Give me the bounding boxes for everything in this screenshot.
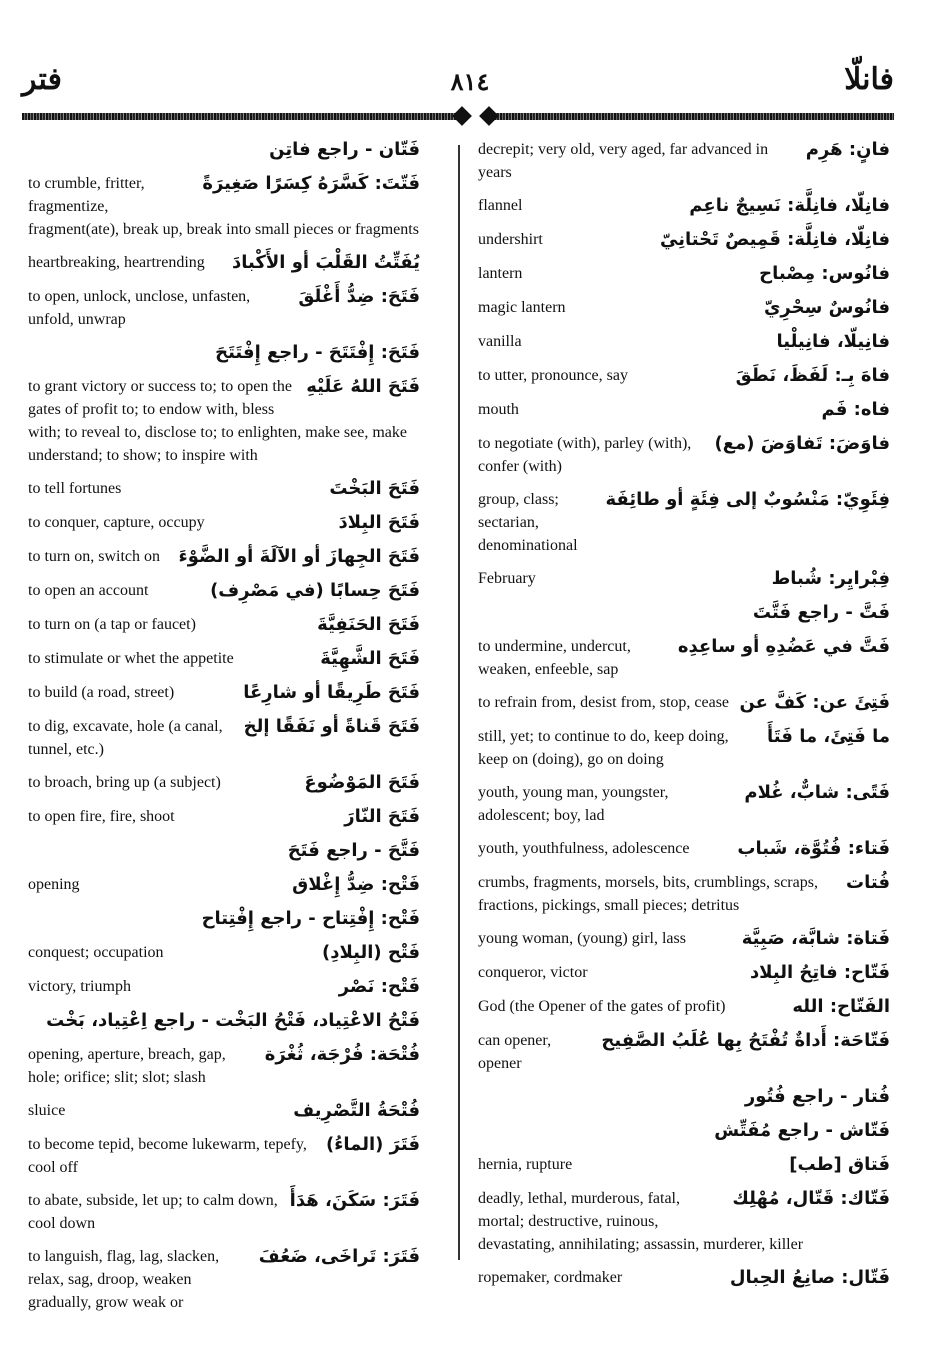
entry-arabic: فَتَحَ طَرِيقًا أو شارِعًا — [243, 682, 420, 703]
entry-arabic: فَتْح: إِفْتِتاح - راجع إِفْتِتاح — [201, 908, 420, 929]
dictionary-entry — [28, 907, 420, 931]
entry-arabic: فَتَحَ النّارَ — [344, 806, 420, 827]
entry-english: to refrain from, desist from, stop, cease — [478, 694, 730, 711]
entry-arabic: فَتِئَ عن: كَفَّ عن — [739, 692, 890, 713]
entry-english: crumbs, fragments, morsels, bits, crumblings, scraps, fractions, pickings, small pieces; detritus — [478, 874, 818, 914]
entry-english: to undermine, undercut, weaken, enfeeble, sap — [478, 638, 631, 678]
dictionary-entry — [28, 715, 420, 761]
entry-arabic: فَتَحَ المَوْضُوعَ — [304, 772, 420, 793]
header-rule-right — [488, 113, 894, 120]
entry-english: to broach, bring up (a subject) — [28, 774, 221, 791]
entry-arabic: فَتّاحَة: أَداةٌ تُفْتَحُ بِها عُلَبُ الصَّفِيح — [601, 1030, 890, 1051]
entry-english: to dig, excavate, hole (a canal, tunnel, etc.) — [28, 718, 223, 758]
dictionary-entry — [28, 975, 420, 999]
entry-arabic: فَتَحَ الحَنَفِيَّةَ — [317, 614, 420, 635]
entry-english: to open, unlock, unclose, unfasten, unfold, unwrap — [28, 288, 251, 328]
entry-arabic: فَتَحَ قَناةً أو نَفَقًا إلخ — [243, 716, 420, 737]
entry-english: youth, young man, youngster, adolescent; boy, lad — [478, 784, 669, 824]
dictionary-entry — [478, 781, 890, 827]
entry-arabic: فَتّاح: فاتِحُ البِلاد — [749, 962, 890, 983]
dictionary-entry — [478, 138, 890, 184]
entry-english: to become tepid, become lukewarm, tepefy, cool off — [28, 1136, 307, 1176]
dictionary-entry — [28, 1099, 420, 1123]
dictionary-entry — [478, 364, 890, 388]
entry-arabic: فَتَّ - راجع فَتَّتَ — [752, 602, 890, 623]
dictionary-entry — [478, 725, 890, 771]
dictionary-entry — [28, 341, 420, 365]
dictionary-entry — [28, 681, 420, 705]
entry-english: group, class; sectarian, denominational — [478, 491, 578, 554]
dictionary-entry — [28, 1009, 420, 1033]
dictionary-entry — [28, 545, 420, 569]
entry-english: vanilla — [478, 333, 522, 350]
dictionary-entry — [478, 961, 890, 985]
right-column — [478, 138, 890, 1300]
dictionary-entry — [478, 398, 890, 422]
dictionary-entry — [28, 647, 420, 671]
entry-english: ropemaker, cordmaker — [478, 1269, 623, 1286]
dictionary-entry — [28, 771, 420, 795]
entry-english: to abate, subside, let up; to calm down, cool down — [28, 1192, 278, 1232]
entry-arabic: فاوَضَ: تَفاوَضَ (مع) — [714, 433, 890, 454]
left-column — [28, 138, 420, 1324]
dictionary-entry — [478, 228, 890, 252]
entry-arabic: فَتَحَ الجِهازَ أو الآلَةَ أو الضَّوْءَ — [178, 546, 420, 567]
entry-english: to languish, flag, lag, slacken, relax, sag, droop, weaken gradually, grow weak or — [28, 1248, 220, 1311]
dictionary-entry — [28, 285, 420, 331]
entry-arabic: فَتّاش - راجع مُفَتِّش — [714, 1120, 890, 1141]
entry-arabic: فَتَّحَ - راجع فَتَحَ — [287, 840, 420, 861]
entry-english: to negotiate (with), parley (with), confer (with) — [478, 435, 692, 475]
entry-english: opening — [28, 876, 80, 893]
entry-english: conqueror, victor — [478, 964, 588, 981]
dictionary-entry — [478, 1029, 890, 1075]
entry-arabic: فُتات — [846, 872, 890, 893]
entry-english: hernia, rupture — [478, 1156, 573, 1173]
dictionary-entry — [28, 1043, 420, 1089]
entry-arabic: فَتّال: صانِعُ الحِبال — [729, 1267, 890, 1288]
entry-english: still, yet; to continue to do, keep doing, keep on (doing), go on doing — [478, 728, 729, 768]
entry-english: heartbreaking, heartrending — [28, 254, 205, 271]
dictionary-entry — [478, 262, 890, 286]
entry-arabic: فِئَوِيّ: مَنْسُوبٌ إلى فِئَةٍ أو طائِفَة — [605, 489, 890, 510]
dictionary-entry — [478, 601, 890, 625]
entry-arabic: فاه: فَم — [821, 399, 890, 420]
dictionary-entry — [478, 995, 890, 1019]
dictionary-entry — [478, 296, 890, 320]
entry-arabic: فَتْحُ الاعْتِياد، فَتْحُ البَخْت - راجع اِعْتِياد، بَخْت — [46, 1010, 420, 1031]
entry-arabic: فَتَحَ الشَّهِيَّةَ — [320, 648, 420, 669]
dictionary-entry — [478, 432, 890, 478]
entry-english: to conquer, capture, occupy — [28, 514, 205, 531]
entry-arabic: فَتَحَ البَخْتَ — [329, 478, 420, 499]
dictionary-entry — [478, 1266, 890, 1290]
entry-english: to utter, pronounce, say — [478, 367, 628, 384]
dictionary-entry — [28, 1133, 420, 1179]
dictionary-entry — [28, 1189, 420, 1235]
dictionary-entry — [28, 941, 420, 965]
entry-arabic: فَتَحَ: إِفْتَتَحَ - راجع إِفْتَتَحَ — [215, 342, 420, 363]
entry-english: to stimulate or whet the appetite — [28, 650, 234, 667]
entry-arabic: فَتاق [طب] — [789, 1154, 890, 1175]
entry-arabic: فَتَحَ اللهُ عَلَيْهِ — [306, 376, 420, 397]
entry-arabic: فانِيلّا، فانِيلْيا — [776, 331, 890, 352]
entry-arabic: فَتَّ في عَضُدِهِ أو ساعِدِه — [677, 636, 890, 657]
dictionary-entry — [478, 691, 890, 715]
entry-arabic: فَتْح: نَصْر — [338, 976, 420, 997]
entry-arabic: فانُوسٌ سِحْرِيّ — [763, 297, 890, 318]
entry-english: youth, youthfulness, adolescence — [478, 840, 690, 857]
dictionary-entry — [28, 375, 420, 467]
dictionary-entry — [478, 194, 890, 218]
entry-arabic: فَتَحَ: ضِدُّ أَغْلَقَ — [298, 286, 420, 307]
entry-english: young woman, (young) girl, lass — [478, 930, 686, 947]
dictionary-entry — [28, 1245, 420, 1314]
dictionary-entry — [28, 839, 420, 863]
entry-arabic: فانِلّا، فانِلَّة: قَمِيصٌ تَحْتانِيّ — [660, 229, 890, 250]
entry-english: magic lantern — [478, 299, 566, 316]
entry-arabic: فَتاء: فُتُوَّة، شَباب — [737, 838, 890, 859]
entry-arabic: فُتار - راجع فُتُور — [744, 1086, 890, 1107]
entry-arabic: فَتْح (البِلادِ) — [321, 942, 420, 963]
dictionary-entry — [478, 1187, 890, 1256]
entry-arabic: فانُوس: مِصْباح — [759, 263, 890, 284]
entry-english: opening, aperture, breach, gap, hole; orifice; slit; slot; slash — [28, 1046, 226, 1086]
entry-english: victory, triumph — [28, 978, 131, 995]
dictionary-entry — [28, 511, 420, 535]
entry-arabic: فِبْرايِر: شُباط — [771, 568, 890, 589]
entry-english: God (the Opener of the gates of profit) — [478, 998, 726, 1015]
entry-arabic: يُفَتِّتُ القَلْبَ أو الأَكْبادَ — [232, 252, 420, 273]
entry-english: to open fire, fire, shoot — [28, 808, 175, 825]
page-number: ٨١٤ — [450, 70, 490, 96]
entry-arabic: فاهَ بِـ: لَفَظَ، نَطَقَ — [735, 365, 890, 386]
entry-english: flannel — [478, 197, 523, 214]
entry-arabic: فَتْح: ضِدُّ إِغْلاق — [292, 874, 420, 895]
dictionary-entry — [28, 172, 420, 241]
entry-english: decrepit; very old, very aged, far advanced in years — [478, 141, 769, 181]
entry-english: to tell fortunes — [28, 480, 122, 497]
entry-english: sluice — [28, 1102, 66, 1119]
dictionary-entry — [478, 837, 890, 861]
entry-arabic: فُتْحَة: فُرْجَة، ثُغْرَة — [264, 1044, 420, 1065]
entry-english: to grant victory or success to; to open the gates of profit to; to endow with, bless with; to reveal to, disclose to; to enlighten, make see, make understand; to show; to inspire with — [28, 378, 408, 464]
entry-arabic: الفَتّاح: الله — [792, 996, 890, 1017]
entry-english: to turn on (a tap or faucet) — [28, 616, 196, 633]
dictionary-entry — [28, 251, 420, 275]
entry-arabic: فَتَحَ حِسابًا (في مَصْرِف) — [210, 580, 420, 601]
entry-english: conquest; occupation — [28, 944, 164, 961]
dictionary-entry — [28, 873, 420, 897]
dictionary-entry — [478, 567, 890, 591]
entry-arabic: فَتَحَ البِلادَ — [338, 512, 420, 533]
entry-arabic: فُتْحَةُ التَّصْرِيف — [293, 1100, 420, 1121]
header-ornament-right — [479, 106, 499, 126]
entry-arabic: فَتّان - راجع فاتِن — [269, 139, 420, 160]
dictionary-entry — [28, 477, 420, 501]
entry-english: to turn on, switch on — [28, 548, 160, 565]
entry-arabic: فَتّتَ: كَسَّرَهُ كِسَرًا صَغِيرَةً — [202, 173, 420, 194]
entry-english: to crumble, fritter, fragmentize, fragment(ate), break up, break into small pieces or fragments — [28, 175, 419, 238]
entry-english: to build (a road, street) — [28, 684, 175, 701]
dictionary-entry — [478, 635, 890, 681]
header-ornament-left — [452, 106, 472, 126]
dictionary-entry — [478, 927, 890, 951]
header-left-word: فتر — [22, 63, 62, 96]
dictionary-entry — [478, 1085, 890, 1109]
entry-arabic: فَتَرَ: تَراخَى، ضَعُفَ — [258, 1246, 420, 1267]
entry-arabic: فَتاة: شابَّة، صَبِيَّة — [741, 928, 890, 949]
entry-english: can opener, opener — [478, 1032, 552, 1072]
entry-english: lantern — [478, 265, 523, 282]
header-rule-left — [22, 113, 462, 120]
dictionary-entry — [28, 805, 420, 829]
dictionary-entry — [28, 579, 420, 603]
dictionary-entry — [478, 330, 890, 354]
entry-english: February — [478, 570, 536, 587]
entry-arabic: فَتَرَ (الماءُ) — [325, 1134, 420, 1155]
dictionary-entry — [478, 488, 890, 557]
entry-arabic: فَتًى: شابٌّ، غُلام — [744, 782, 890, 803]
entry-arabic: فانٍ: هَرِم — [805, 139, 890, 160]
entry-arabic: ما فَتِئَ، ما فَتَأَ — [767, 726, 890, 747]
entry-english: mouth — [478, 401, 519, 418]
entry-english: undershirt — [478, 231, 543, 248]
dictionary-entry — [28, 613, 420, 637]
entry-arabic: فَتّاك: قَتّال، مُهْلِك — [732, 1188, 890, 1209]
header-right-word: فانلّا — [844, 63, 894, 96]
dictionary-entry — [28, 138, 420, 162]
dictionary-entry — [478, 871, 890, 917]
entry-arabic: فَتَرَ: سَكَنَ، هَدَأَ — [289, 1190, 420, 1211]
dictionary-entry — [478, 1153, 890, 1177]
column-divider — [458, 145, 460, 1260]
entry-english: to open an account — [28, 582, 149, 599]
dictionary-entry — [478, 1119, 890, 1143]
entry-arabic: فانِلّا، فانِلَّة: نَسِيجٌ ناعِم — [689, 195, 890, 216]
entry-english: deadly, lethal, murderous, fatal, mortal; destructive, ruinous, devastating, annihilating; assassin, murderer, killer — [478, 1190, 804, 1253]
